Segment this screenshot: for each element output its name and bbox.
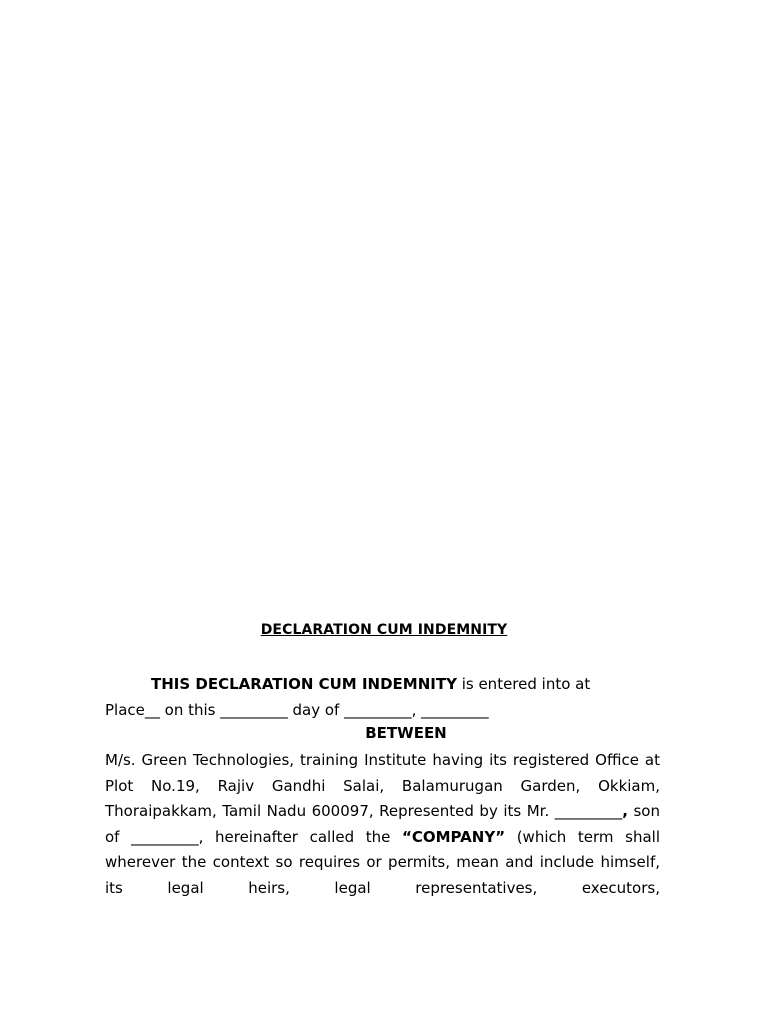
party-text-part3: (which term shall wherever the context so requires or permits, mean and include himself, its legal heirs, legal representatives, executors, [105, 827, 660, 897]
company-term: “COMPANY” [402, 827, 506, 846]
between-heading: BETWEEN [365, 724, 447, 742]
intro-line1-text: is entered into at [456, 675, 591, 693]
party-paragraph [105, 748, 660, 902]
party-text-part1: M/s. Green Technologies, training Institute having its registered Office at Plot No.19, Rajiv Gandhi Salai, Balamurugan Garden, Okkiam, Thoraipakkam, Tamil Nadu 600097, Represented by its Mr. _________ [105, 751, 660, 821]
document-title: DECLARATION CUM INDEMNITY [260, 622, 508, 638]
party-comma: , [622, 802, 628, 821]
intro-paragraph [105, 672, 660, 723]
intro-line2-text: Place__ on this _________ day of _________, _________ [105, 700, 489, 719]
party-text-part2: son of _________, hereinafter called the [105, 802, 660, 846]
intro-bold-phrase: THIS DECLARATION CUM INDEMNITY [151, 675, 457, 693]
